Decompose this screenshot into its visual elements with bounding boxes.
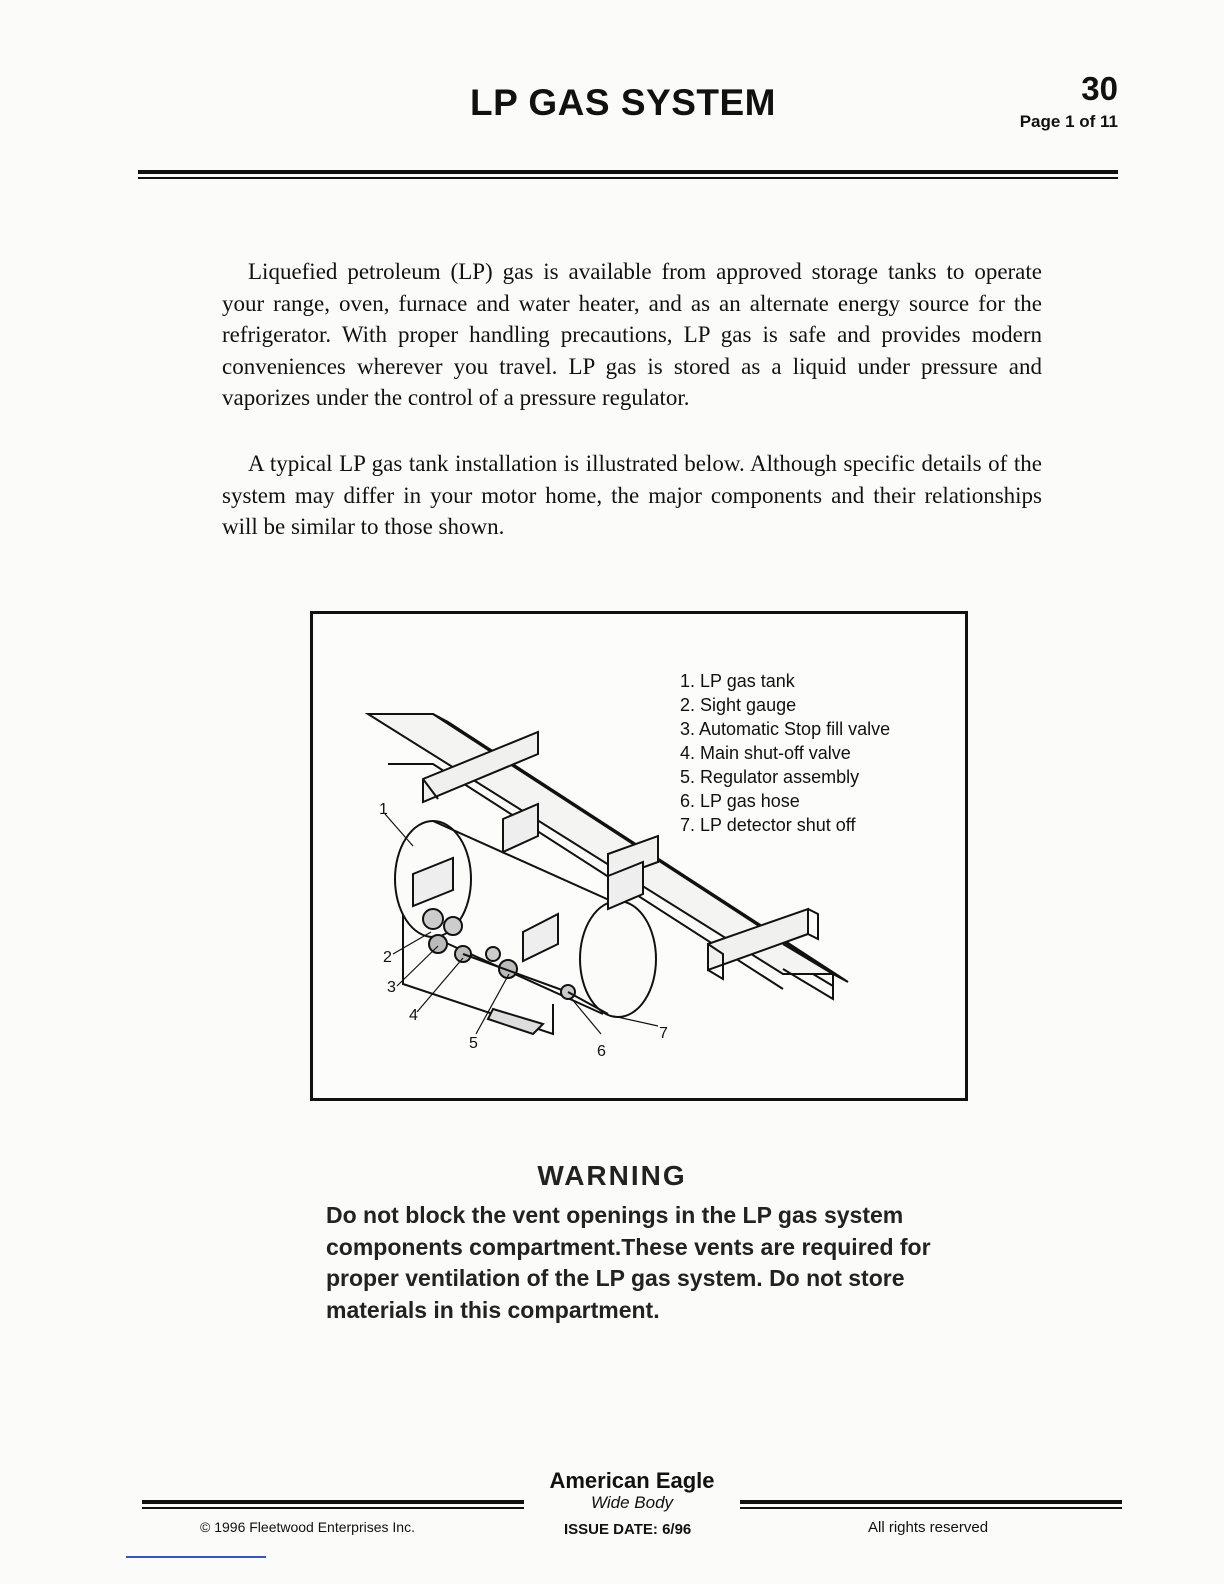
legend-item: 3. Automatic Stop fill valve bbox=[680, 719, 891, 739]
scan-artifact-line bbox=[126, 1556, 266, 1558]
legend-item: 4. Main shut-off valve bbox=[680, 743, 851, 763]
warning-text: Do not block the vent openings in the LP gas system components compartment.These vents are required for proper ventilation of the LP gas system. Do not store materials in this compartment. bbox=[326, 1202, 931, 1323]
legend-item: 6. LP gas hose bbox=[680, 791, 800, 811]
legend-item: 1. LP gas tank bbox=[680, 671, 795, 691]
callout-4: 4 bbox=[409, 1007, 418, 1024]
figure-legend bbox=[680, 669, 890, 837]
page-indicator: Page 1 of 11 bbox=[1019, 112, 1118, 131]
lp-tank-figure bbox=[310, 611, 968, 1101]
footer-issue-date: ISSUE DATE: 6/96 bbox=[564, 1521, 692, 1538]
callout-5: 5 bbox=[469, 1035, 478, 1052]
footer-brand: American Eagle bbox=[549, 1468, 715, 1493]
header-rule bbox=[138, 170, 1118, 174]
footer-rule-right bbox=[740, 1500, 1122, 1504]
footer-copyright: © 1996 Fleetwood Enterprises Inc. bbox=[200, 1519, 415, 1535]
footer-rule-right-thin bbox=[740, 1507, 1122, 1509]
intro-paragraph: Liquefied petroleum (LP) gas is available from approved storage tanks to operate your range, oven, furnace and water heater, and as an alternate energy source for the refrigerator. With proper handling precautions, LP gas is safe and provides modern conveniences wherever you travel. LP gas is stored as a liquid under pressure and vaporizes under the control of a pressure regulator. bbox=[222, 259, 1042, 410]
callout-7: 7 bbox=[659, 1025, 668, 1042]
installation-paragraph: A typical LP gas tank installation is illustrated below. Although specific details of the system may differ in your motor home, the major components and their relationships will be similar to those shown. bbox=[222, 451, 1042, 539]
page-title: LP GAS SYSTEM bbox=[470, 82, 776, 123]
warning-title: WARNING bbox=[537, 1160, 687, 1191]
callout-2: 2 bbox=[383, 949, 392, 966]
callout-6: 6 bbox=[597, 1043, 606, 1060]
footer-rule-left-thin bbox=[142, 1507, 524, 1509]
footer-model: Wide Body bbox=[590, 1493, 674, 1512]
callout-1: 1 bbox=[379, 801, 388, 818]
legend-item: 5. Regulator assembly bbox=[680, 767, 860, 787]
footer-rule-left bbox=[142, 1500, 524, 1504]
footer-rights: All rights reserved bbox=[868, 1519, 989, 1536]
header-rule-thin bbox=[138, 177, 1118, 179]
section-number: 30 bbox=[1081, 70, 1118, 107]
legend-item: 7. LP detector shut off bbox=[680, 815, 856, 835]
callout-3: 3 bbox=[387, 979, 396, 996]
legend-item: 2. Sight gauge bbox=[680, 695, 797, 715]
